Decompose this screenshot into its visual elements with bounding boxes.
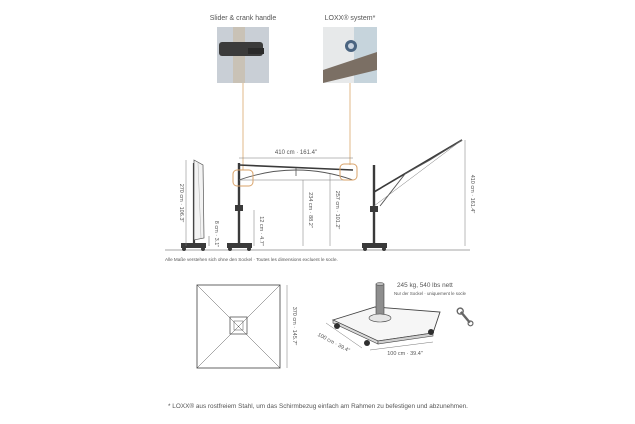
slider-handle-label: Slider & crank handle — [209, 15, 277, 22]
wrench-icon — [456, 307, 474, 327]
loxx-system-label: LOXX® system* — [324, 15, 376, 22]
pole-gap-label: 12 cm · 4.7" — [258, 216, 264, 246]
width-top-label: 410 cm · 161.4" — [274, 150, 318, 156]
base-depth-label: 100 cm · 39.4" — [316, 332, 351, 355]
height-mid-label: 234 cm · 88.2" — [307, 192, 313, 228]
square-side-label: 370 cm · 145.7" — [291, 306, 297, 346]
weight-label: 245 kg, 540 lbs nett — [397, 282, 453, 289]
without-base-note: Alle Maße verstehen sich ohne den Sockel · Toutes les dimensions excluent le socle. — [165, 257, 338, 262]
base-only-note: Nur der Sockel · uniquement le socle — [394, 291, 466, 296]
canopy-plan-view — [197, 285, 280, 368]
slider-handle-photo — [217, 27, 269, 83]
slider-callout-box — [233, 170, 253, 186]
footer-note: * LOXX® aus rostfreiem Stahl, um das Schirmbezug einfach am Rahmen zu befestigen und abzunehmen. — [168, 403, 468, 410]
height-open-label: 257 cm · 101.2" — [334, 190, 340, 230]
base-width-label: 100 cm · 39.4" — [387, 351, 423, 357]
folded-umbrella — [181, 160, 209, 251]
tilted-umbrella — [362, 140, 462, 251]
loxx-callout-box — [340, 164, 357, 180]
height-folded-label: 270 cm · 106.3" — [178, 183, 184, 223]
clearance-small-label: 8 cm · 3.1" — [213, 220, 219, 248]
height-tilted-label: 410 cm · 161.4" — [469, 174, 475, 214]
loxx-system-photo — [323, 27, 377, 83]
